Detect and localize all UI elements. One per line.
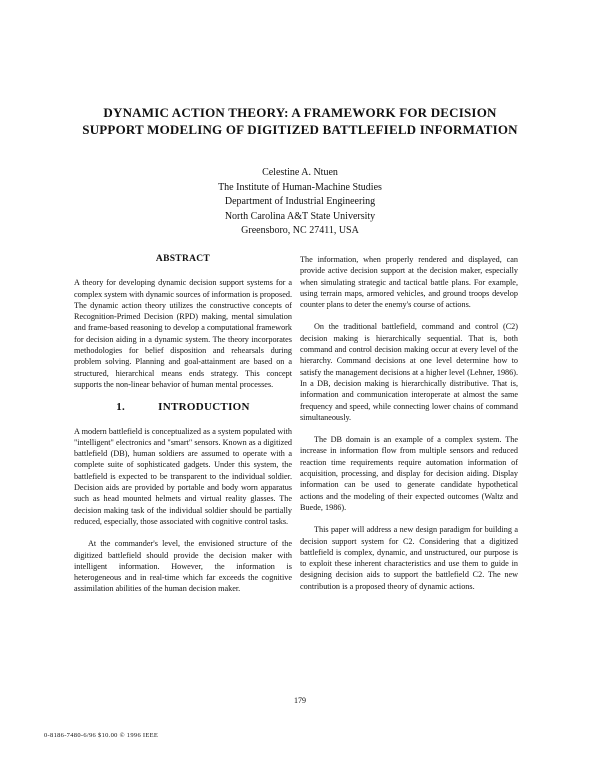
author-affiliation-3: North Carolina A&T State University xyxy=(224,210,376,222)
abstract-heading: ABSTRACT xyxy=(155,254,211,264)
author-block xyxy=(0,166,600,239)
intro-title: INTRODUCTION xyxy=(158,401,250,414)
right-paragraph-4: This paper will address a new design paradigm for building a decision support system for C2. Considering that a digitized battlefield is complex, dynamic, and unstructured, our purpose is to exploit these inherent characteristics and use them to guide in designing decision aids to support the battlefield C2. The new contribution is a proposed theory of dynamic actions. xyxy=(300,525,518,591)
intro-paragraph-1: A modern battlefield is conceptualized as a system populated with "intelligent" electronics and "smart" sensors. Known as a digitized battlefield (DB), human soldiers are assumed to operate with a complete suite of sophisticated gadgets. Under this system, the battlefield is expected to be transparent to the individual soldier. Decision aids are provided by portable and body worn apparatus such as head mounted helmets and virtual reality glasses. The decision making task of the individual soldier should be partially reduced, especially, those associated with cognitive control tasks. xyxy=(74,426,292,526)
right-paragraph-1: The information, when properly rendered and displayed, can provide active decision support at the decision maker, especially when simulating strategic and tactical battle plans. For example, using terrain maps, armored vehicles, and ground troops develop counter plans to deter the enemy's course of actions. xyxy=(300,255,518,310)
intro-paragraph-2: At the commander's level, the envisioned structure of the digitized battlefield should provide the decision maker with intelligent information. However, the information is heterogeneous and in real-time which far exceeds the cognitive assimilation abilities of the human decision maker. xyxy=(74,539,292,594)
right-paragraph-2: On the traditional battlefield, command and control (C2) decision making is hierarchically sequential. That is, both command and control decision making occur at every level of the hierarchy. Command decisions at one level determine how to satisfy the management decisions at a higher level (Lehner, 1986). In a DB, decision making is hierarchically distributive. That is, information and communication interoperate at almost the same frequency and speed, while connecting lower chains of command simultaneously. xyxy=(300,322,518,422)
page-number: 179 xyxy=(294,696,306,705)
author-affiliation-4: Greensboro, NC 27411, USA xyxy=(241,225,359,236)
intro-number: 1. xyxy=(116,401,126,414)
title-line-1: DYNAMIC ACTION THEORY: A FRAMEWORK FOR DECISION xyxy=(103,105,497,120)
author-affiliation-1: The Institute of Human-Machine Studies xyxy=(218,181,382,193)
right-paragraph-3: The DB domain is an example of a complex system. The increase in information flow from multiple sensors and reduced reaction time requirements require automation information of acquisition, processing, and display for decision aiding. Display information can be used to generate candidate hypothetical actions and the modeling of their expected outcomes (Waltz and Buede, 1986). xyxy=(300,435,518,512)
left-column xyxy=(74,254,292,606)
abstract-text: A theory for developing dynamic decision support systems for a complex system with dynamic sources of information is proposed. The dynamic action theory utilizes the constructive concepts of Recognition-Primed Decision (RPD) making, mental simulation and frame-based reasoning to develop a computational framework for decision aiding in a dynamic system. The theory incorporates methodologies for belief disposition and rehearsals during problem solving. Planning and goal-attainment are based on a structured, hierarchical means ends strategy. This concept supports the non-linear behavior of human mental processes. xyxy=(74,278,292,389)
paper-title xyxy=(0,104,600,138)
author-affiliation-2: Department of Industrial Engineering xyxy=(224,196,376,207)
copyright-footer: 0-8186-7480-6/96 $10.00 © 1996 IEEE xyxy=(44,732,159,739)
intro-heading xyxy=(74,402,292,413)
author-name: Celestine A. Ntuen xyxy=(262,167,338,178)
right-column xyxy=(300,254,518,603)
title-line-2: SUPPORT MODELING OF DIGITIZED BATTLEFIELD INFORMATION xyxy=(82,122,518,137)
